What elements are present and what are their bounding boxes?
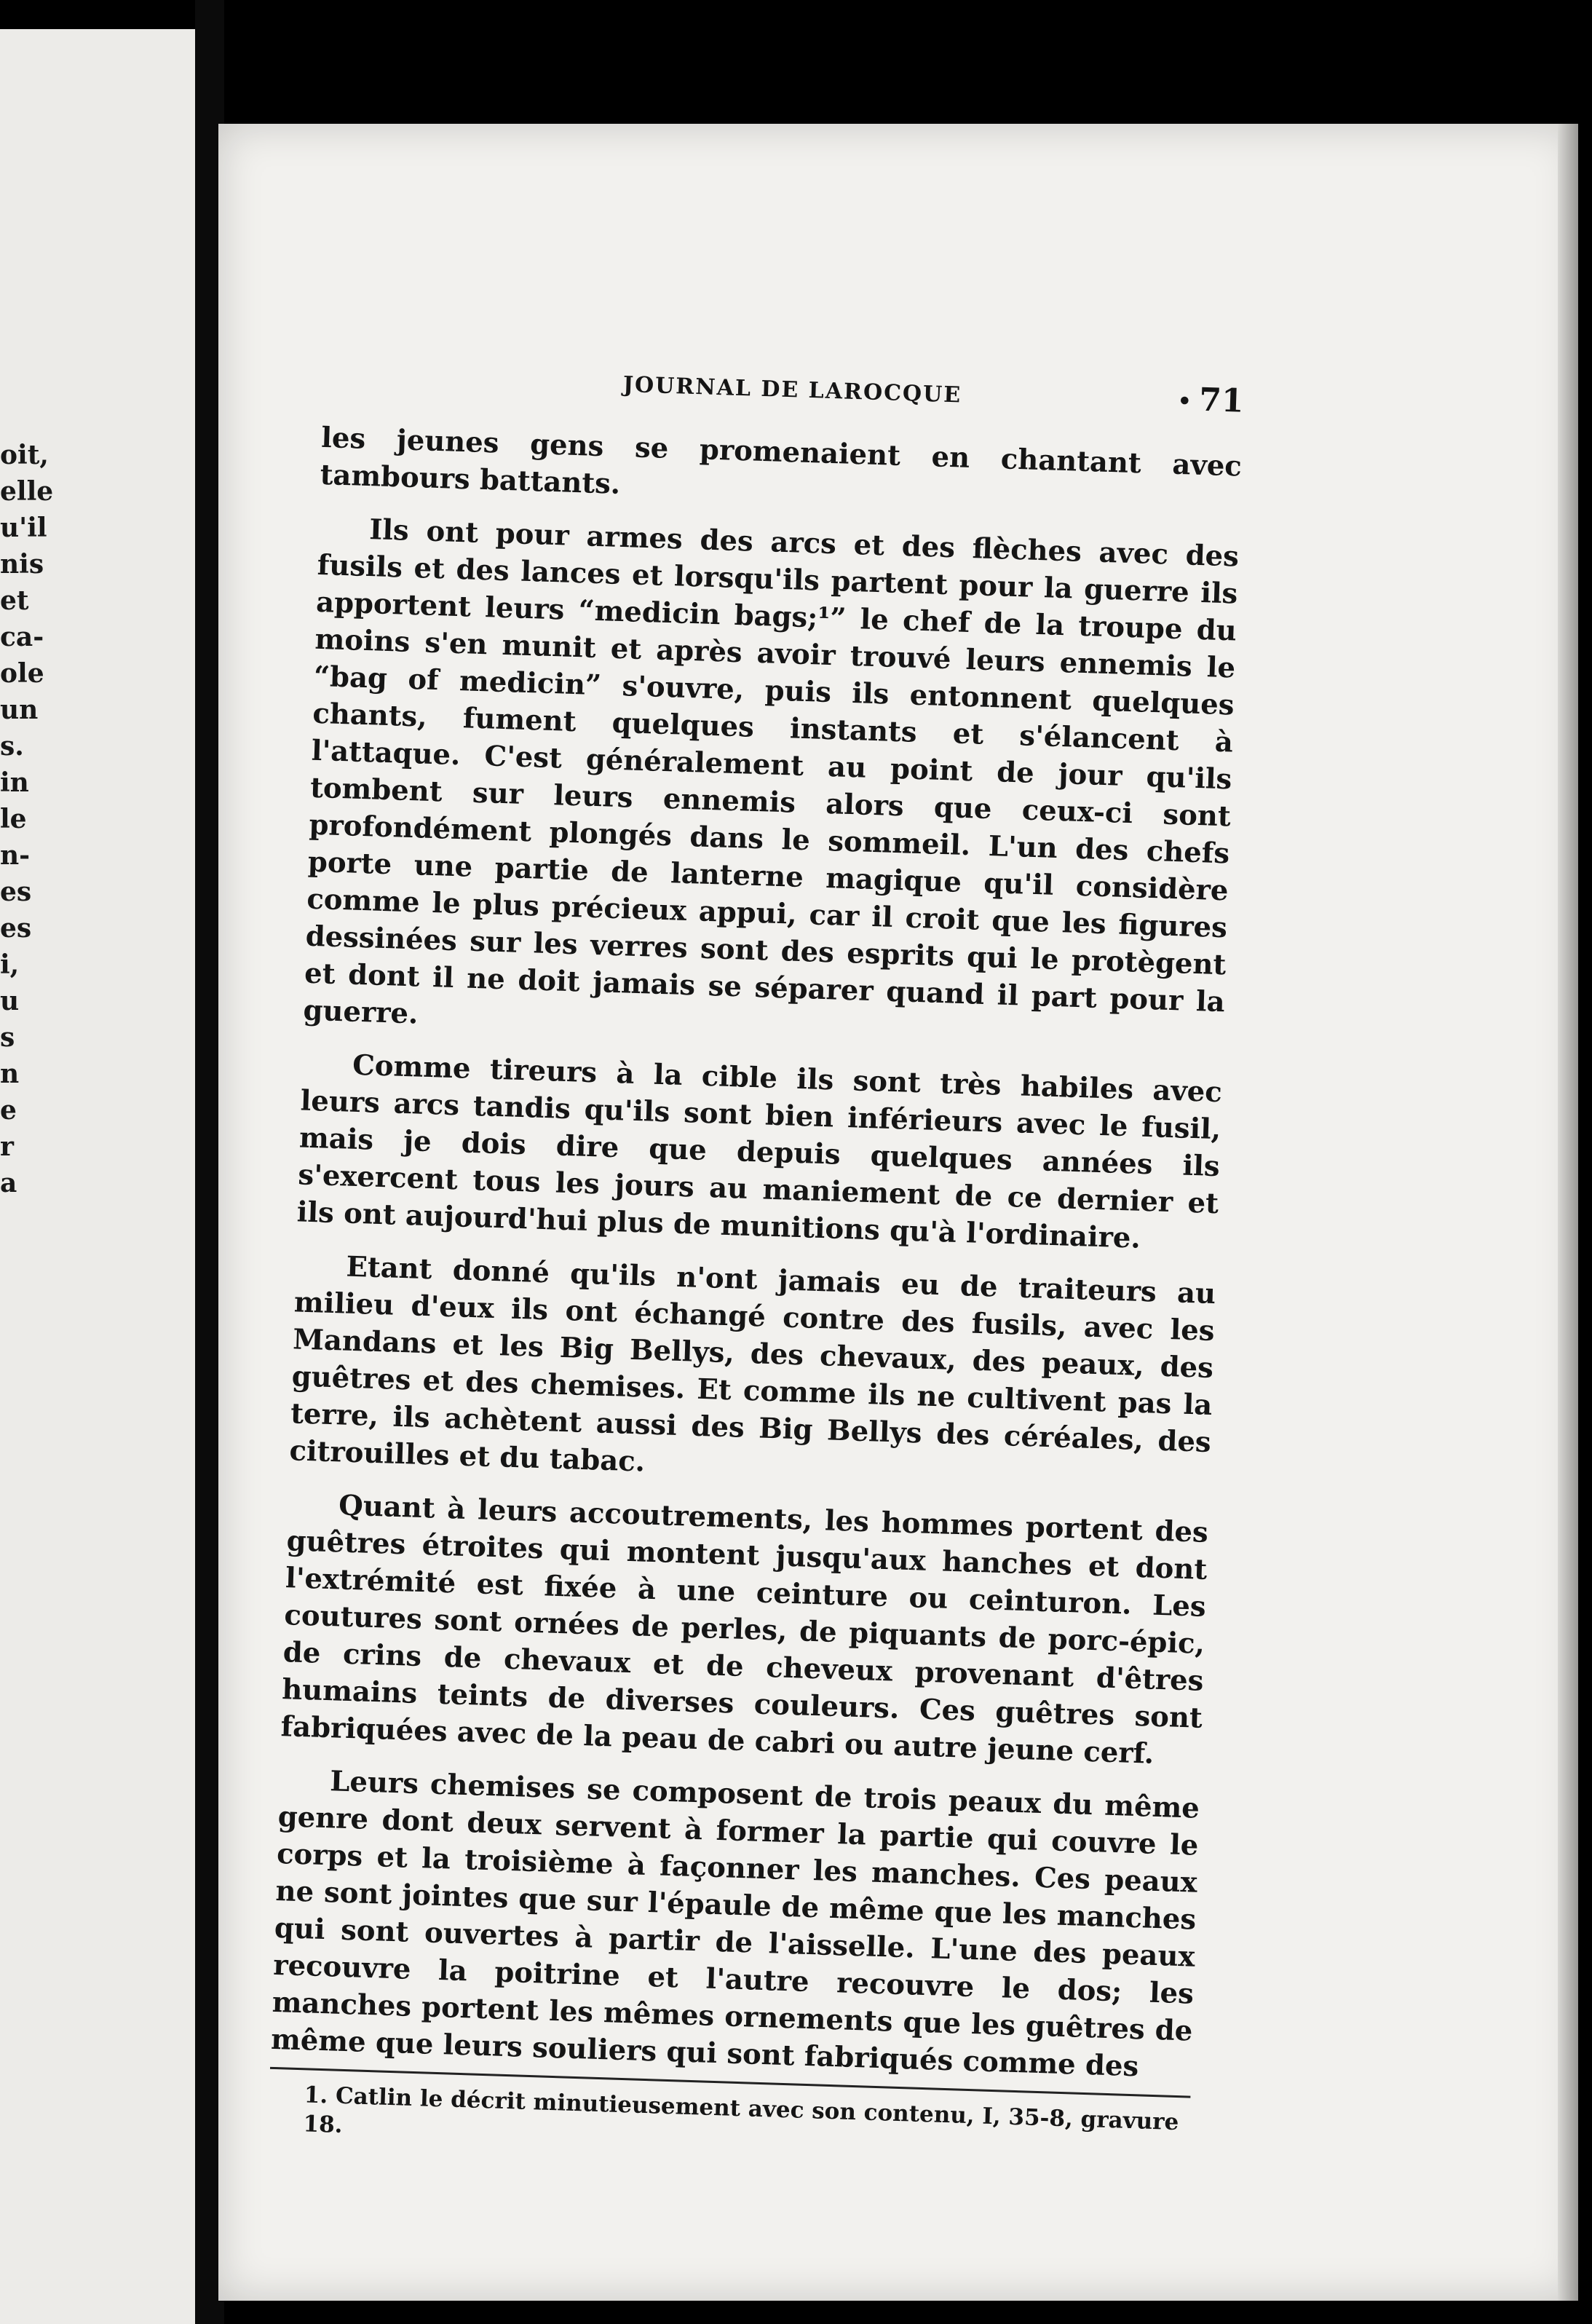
- left-fragment: u: [0, 986, 20, 1016]
- left-fragment: es: [0, 877, 32, 907]
- left-fragment: et: [0, 585, 29, 616]
- book-page: [218, 124, 1578, 2301]
- left-fragment: un: [0, 695, 39, 725]
- page-number: • 71: [1177, 381, 1244, 420]
- left-fragment: nis: [0, 549, 44, 580]
- left-fragment: i,: [0, 949, 20, 980]
- page-content: [268, 354, 1244, 2167]
- left-fragment: ca-: [0, 622, 44, 652]
- left-fragment: in: [0, 767, 29, 798]
- paragraph: les jeunes gens se promenaient en chantant avec tambours battants.: [320, 421, 1243, 501]
- left-fragment: s.: [0, 731, 24, 762]
- left-fragment: oit,: [0, 440, 49, 470]
- left-fragment: le: [0, 804, 27, 834]
- left-fragment: ole: [0, 658, 44, 689]
- left-fragment: elle: [0, 476, 54, 507]
- paragraph: Leurs chemises se composent de trois peaux du même genre dont deux servent à former la partie qui couvre le corps et la troisième à façonner les manches. Ces peaux ne sont jointes que sur l'épaule de même que les manches qui sont ouvertes à partir de l'aisselle. L'une des peaux recouvre la poitrine et l'autre recouvre le dos; les manches portent les mêmes ornements que les guêtres de même que leurs souliers qui sont fabriqués comme des: [270, 1765, 1200, 2084]
- left-fragment: a: [0, 1168, 17, 1198]
- left-fragment: s: [0, 1022, 15, 1053]
- left-fragment: r: [0, 1131, 14, 1162]
- paragraph: Etant donné qu'ils n'ont jamais eu de traiteurs au milieu d'eux ils ont échangé contre des fusils, avec les Mandans et les Big Bellys, des chevaux, des peaux, des guêtres et des chemises. Et comme ils ne cultivent pas la terre, ils achètent aussi des Big Bellys des céréales, des citrouilles et du tabac.: [288, 1250, 1216, 1479]
- left-fragment: e: [0, 1095, 17, 1126]
- paragraph: Ils ont pour armes des arcs et des flèches avec des fusils et des lances et lorsqu'ils partent pour la guerre ils apportent leurs “medicin bags;¹” le chef de la troupe du moins s'en munit et après avoir trouvé leurs ennemis le “bag of medicin” s'ouvre, puis ils entonnent quelques chants, fument quelques instants et s'élancent à l'attaque. C'est généralement au point de jour qu'ils tombent sur leurs ennemis alors que ceux-ci sont profondément plongés dans le sommeil. L'un des chefs porte une partie de lanterne magique qu'il considère comme le plus précieux appui, car il croit que les figures dessinées sur les verres sont des esprits qui le protègent et dont il ne doit jamais se séparer quand il part pour la guerre.: [302, 513, 1240, 1031]
- left-fragment: n: [0, 1059, 20, 1089]
- paragraph: Comme tireurs à la cible ils sont très habiles avec leurs arcs tandis qu'ils sont bien inférieurs avec le fusil, mais je dois dire que depuis quelques années ils s'exercent tous les jours au maniement de ce dernier et ils ont aujourd'hui plus de munitions qu'à l'ordinaire.: [296, 1048, 1223, 1255]
- footnote: 1. Catlin le décrit minutieusement avec son contenu, I, 35-8, gravure 18.: [303, 2082, 1179, 2138]
- left-facing-page: [0, 29, 198, 2324]
- left-page-text-fragments: [0, 437, 87, 1201]
- running-head: JOURNAL DE LAROCQUE: [622, 371, 962, 408]
- left-fragment: n-: [0, 840, 31, 871]
- paragraph: Quant à leurs accoutrements, les hommes portent des guêtres étroites qui montent jusqu'aux hanches et dont l'extrémité est fixée à une ceinture ou ceinturon. Les coutures sont ornées de perles, de piquants de porc-épic, de crins de chevaux et de cheveux provenant d'êtres humains teints de diverses couleurs. Ces guêtres sont fabriquées avec de la peau de cabri ou autre jeune cerf.: [280, 1489, 1209, 1771]
- left-fragment: es: [0, 913, 32, 944]
- left-fragment: u'il: [0, 513, 47, 543]
